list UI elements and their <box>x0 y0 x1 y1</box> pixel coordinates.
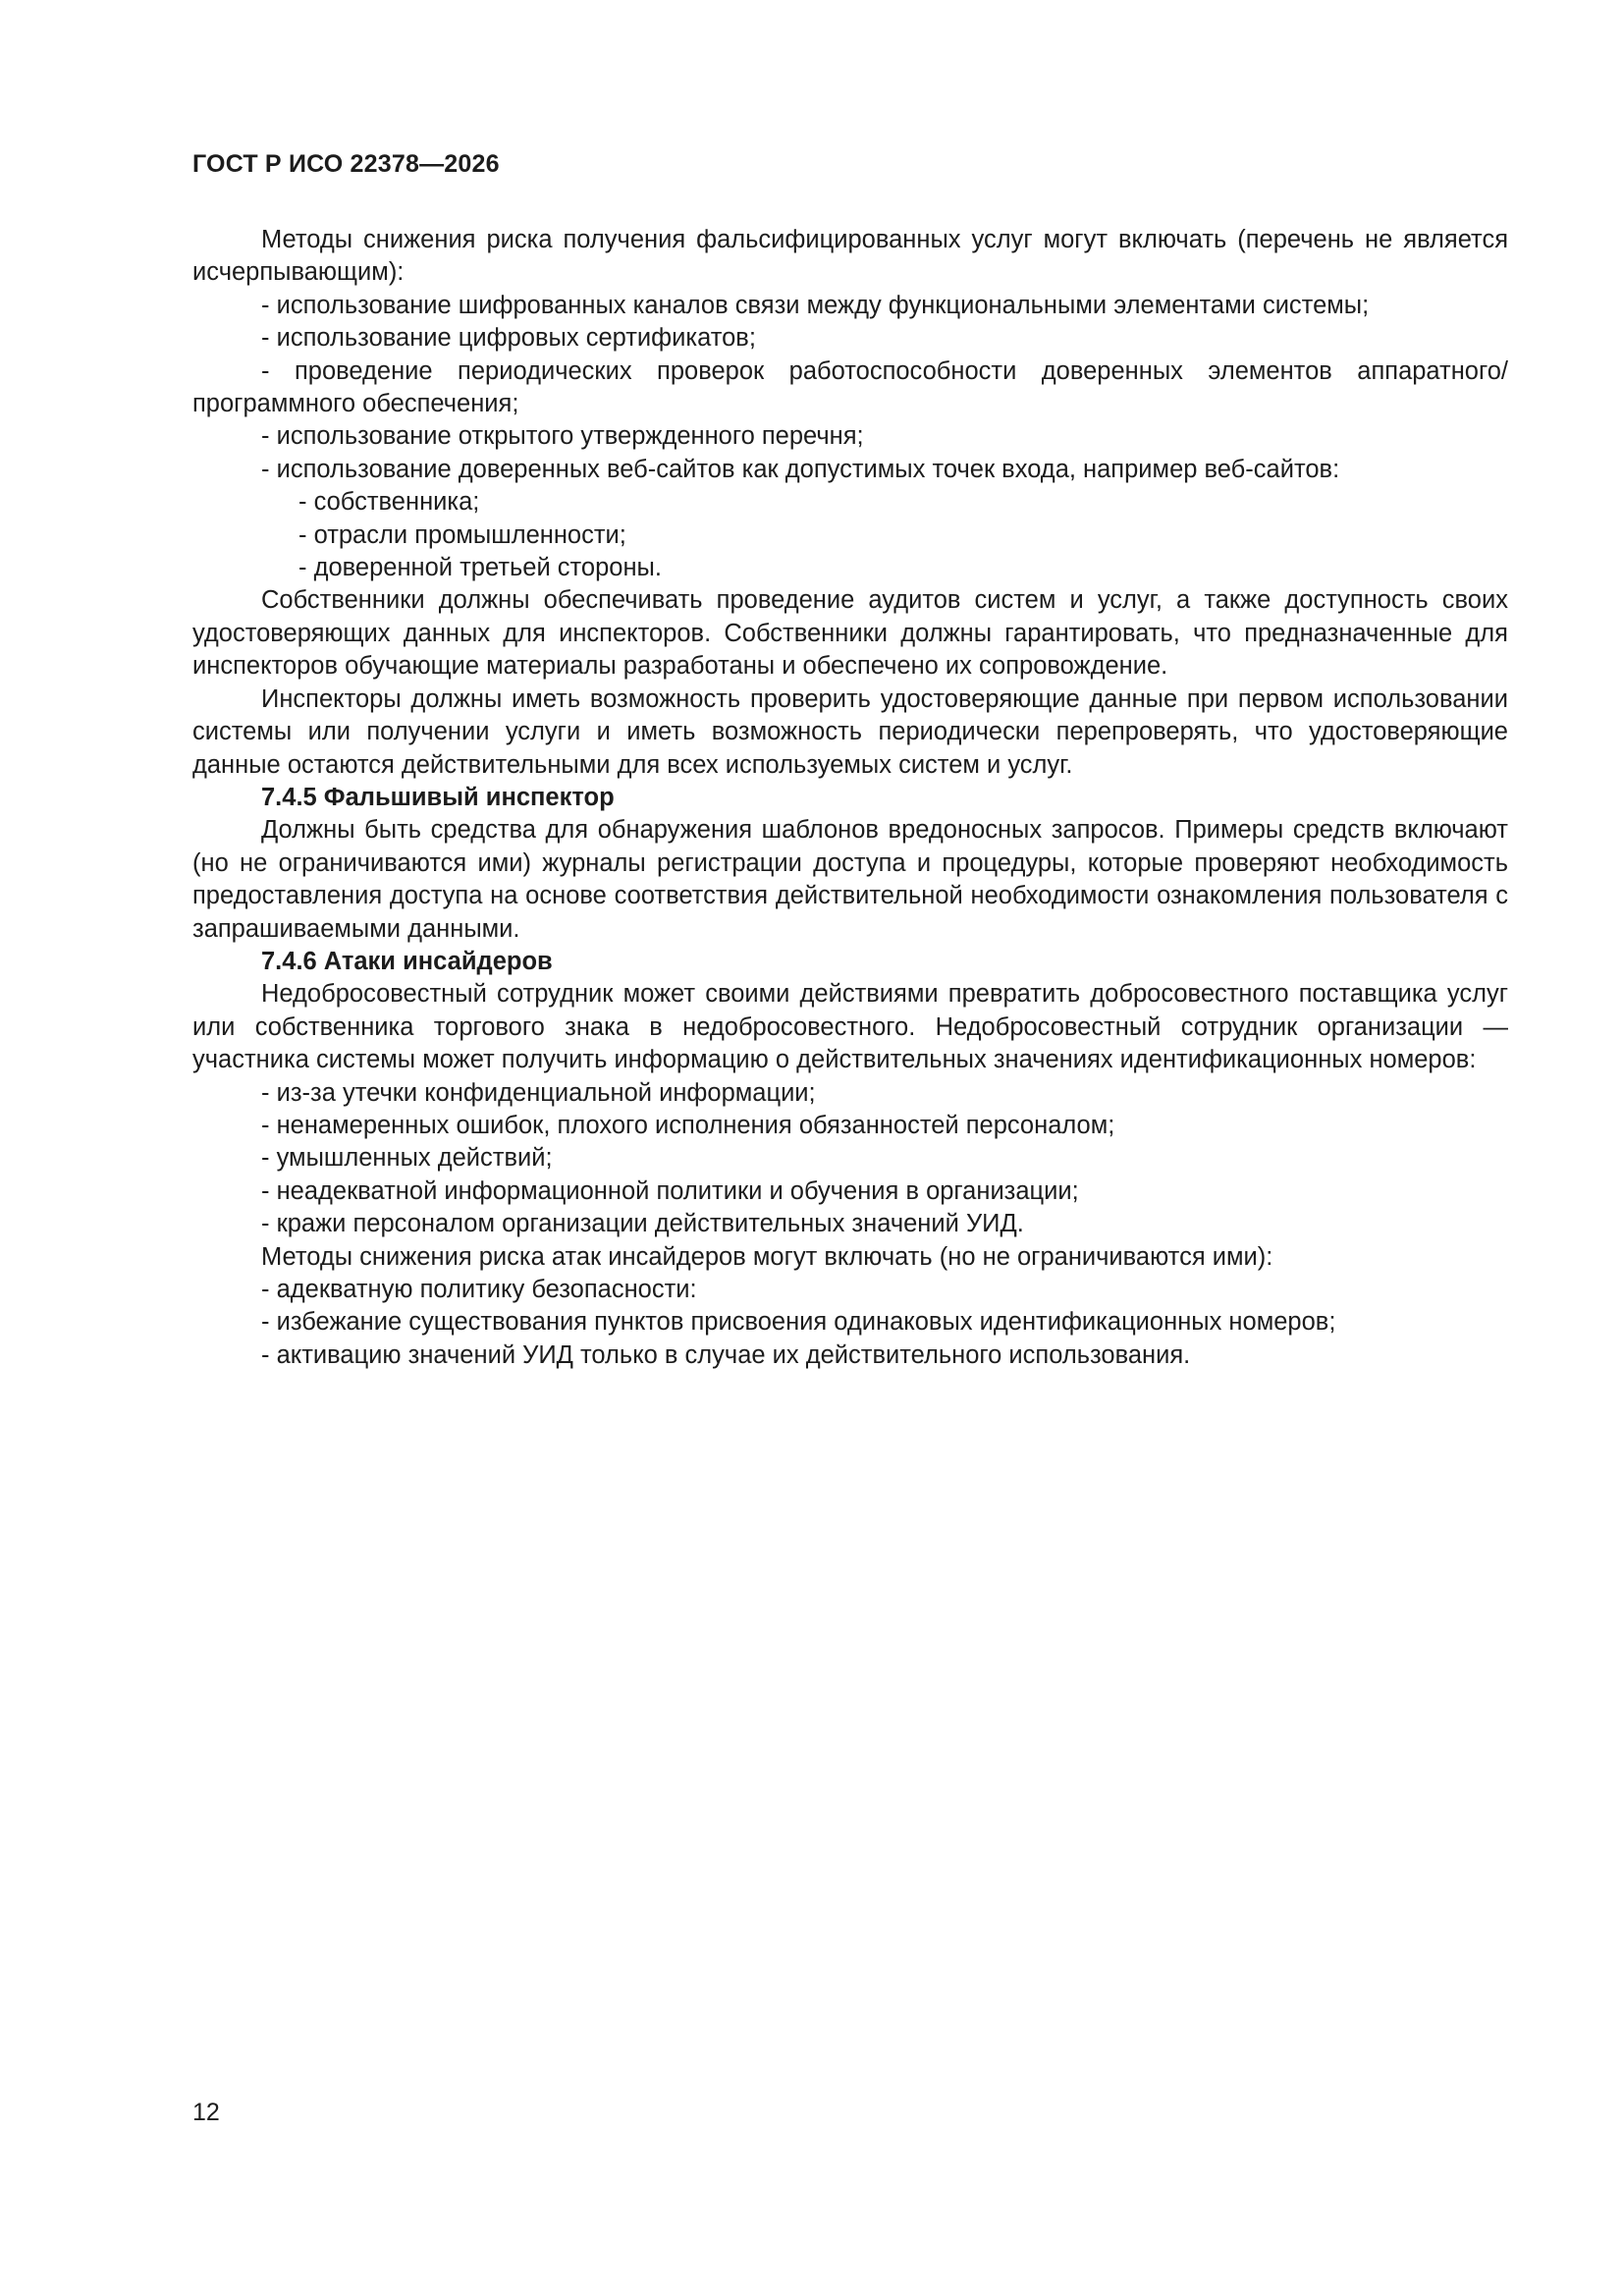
paragraph-insider-methods: Методы снижения риска атак инсайдеров могут включать (но не ограничиваются ими): <box>261 1242 1273 1271</box>
paragraph-inspectors: Инспекторы должны иметь возможность проверить удостоверяющие данные при первом использовании системы или получении услуги и иметь возможность периодически перепроверять, что удостоверяющие данные остаются действительными для всех используемых систем и услуг. <box>192 684 1508 779</box>
list-item: - использование цифровых сертификатов; <box>261 324 756 353</box>
paragraph-owners: Собственники должны обеспечивать проведение аудитов систем и услуг, а также доступность своих удостоверяющих данных для инспекторов. Собственники должны гарантировать, что предназначенные для инспекторов обучающие материалы разработаны и обеспечено их сопровождение. <box>192 586 1508 681</box>
paragraph-fake-inspector: Должны быть средства для обнаружения шаблонов вредоносных запросов. Примеры средств включают (но не ограничиваются ими) журналы регистрации доступа и процедуры, которые проверяют необходимость предоставления доступа на основе соответствия действительной необходимости ознакомления пользователя с запрашиваемыми данными. <box>192 816 1508 943</box>
page-number: 12 <box>192 2099 220 2126</box>
paragraph-insider-attacks: Недобросовестный сотрудник может своими действиями превратить добросовестного поставщика услуг или собственника торгового знака в недобросовестного. Недобросовестный сотрудник организации — участника системы может получить информацию о действительных значениях идентификационных номеров: <box>192 980 1508 1074</box>
list-item: - из-за утечки конфиденциальной информации; <box>261 1078 816 1107</box>
section-heading-7-4-6: 7.4.6 Атаки инсайдеров <box>261 947 553 975</box>
sub-list-item: - доверенной третьей стороны. <box>298 554 662 582</box>
list-item: - проведение периодических проверок работоспособности доверенных элементов аппаратного/программного обеспечения; <box>192 356 1508 418</box>
document-body <box>192 224 1508 1372</box>
list-item: - ненамеренных ошибок, плохого исполнения обязанностей персоналом; <box>261 1111 1115 1139</box>
section-heading-7-4-5: 7.4.5 Фальшивый инспектор <box>261 783 615 811</box>
list-item: - использование шифрованных каналов связи между функциональными элементами системы; <box>261 291 1370 319</box>
list-item: - использование доверенных веб-сайтов как допустимых точек входа, например веб-сайтов: <box>261 455 1340 483</box>
list-item: - избежание существования пунктов присвоения одинаковых идентификационных номеров; <box>261 1308 1336 1337</box>
list-item: - неадекватной информационной политики и обучения в организации; <box>261 1176 1079 1205</box>
list-item: - адекватную политику безопасности: <box>261 1276 697 1303</box>
sub-list-item: - собственника; <box>298 488 480 517</box>
list-item: - использование открытого утвержденного перечня; <box>261 422 864 451</box>
paragraph-risk-methods: Методы снижения риска получения фальсифицированных услуг могут включать (перечень не является исчерпывающим): <box>192 226 1508 287</box>
list-item: - активацию значений УИД только в случае их действительного использования. <box>261 1340 1191 1369</box>
sub-list-item: - отрасли промышленности; <box>298 520 626 549</box>
document-header: ГОСТ Р ИСО 22378—2026 <box>192 150 500 178</box>
list-item: - кражи персоналом организации действительных значений УИД. <box>261 1210 1024 1238</box>
list-item: - умышленных действий; <box>261 1144 553 1173</box>
